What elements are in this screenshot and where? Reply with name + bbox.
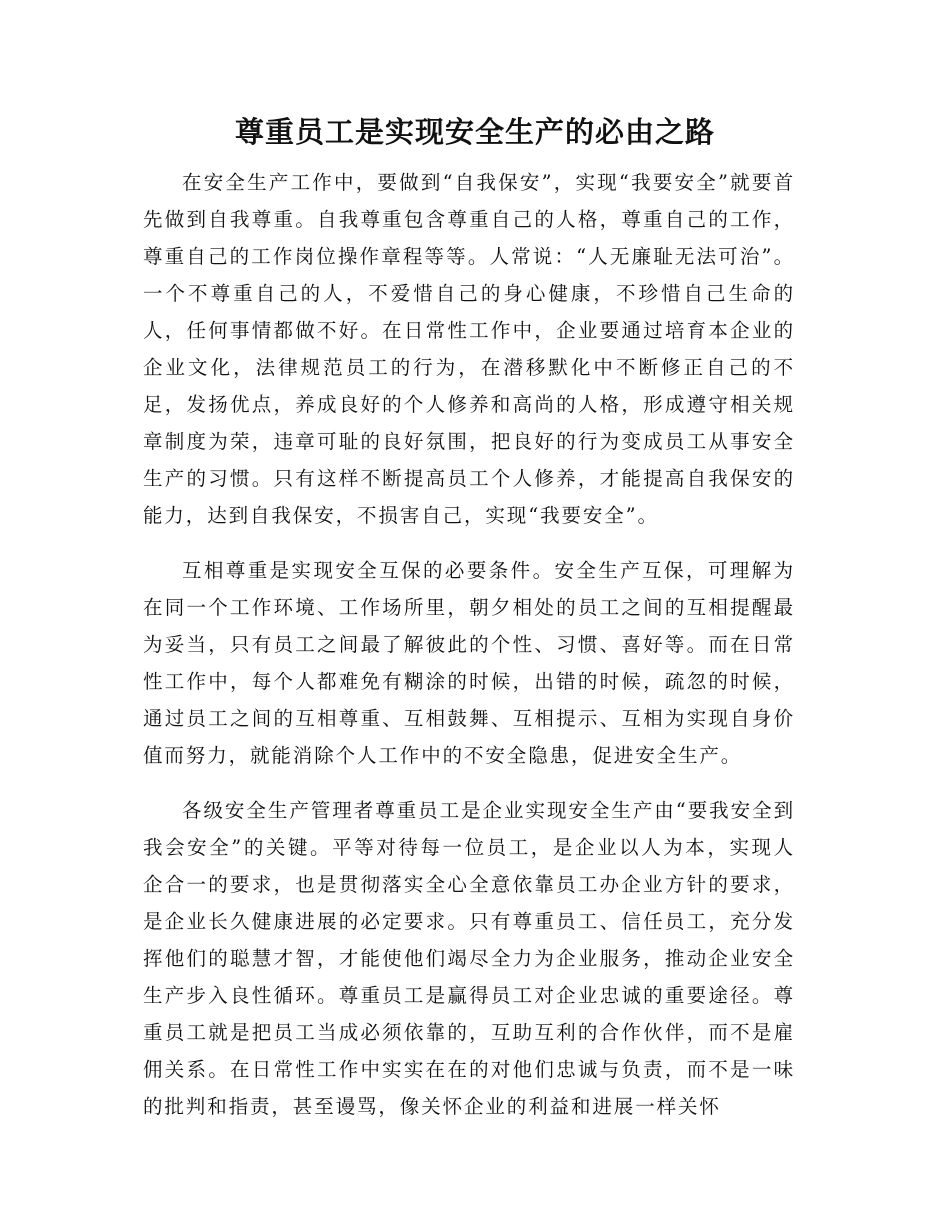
paragraph-self-respect: 在安全生产工作中，要做到“自我保安”，实现“我要安全”就要首先做到自我尊重。自我尊重包含尊重自己的人格，尊重自己的工作，尊重自己的工作岗位操作章程等等。人常说：“人无廉耻无法可治”。一个不尊重自己的人，不爱惜自己的身心健康，不珍惜自己生命的人，任何事情都做不好。在日常性工作中，企业要通过培育本企业的企业文化，法律规范员工的行为，在潜移默化中不断修正自己的不足，发扬优点，养成良好的个人修养和高尚的人格，形成遵守相关规章制度为荣，违章可耻的良好氛围，把良好的行为变成员工从事安全生产的习惯。只有这样不断提高员工个人修养，才能提高自我保安的能力，达到自我保安，不损害自己，实现“我要安全”。 xyxy=(143,171,795,527)
paragraph-managers-respect: 各级安全生产管理者尊重员工是企业实现安全生产由“要我安全到我会安全”的关键。平等对待每一位员工，是企业以人为本，实现人企合一的要求，也是贯彻落实全心全意依靠员工办企业方针的要求，是企业长久健康进展的必定要求。只有尊重员工、信任员工，充分发挥他们的聪慧才智，才能使他们竭尽全力为企业服务，推动企业安全生产步入良性循环。尊重员工是赢得员工对企业忠诚的重要途径。尊重员工就是把员工当成必须依靠的，互助互利的合作伙伴，而不是雇佣关系。在日常性工作中实实在在的对他们忠诚与负责，而不是一味的批判和指责，甚至谩骂，像关怀企业的利益和进展一样关怀 xyxy=(143,799,795,1118)
document-body xyxy=(143,164,795,1143)
paragraph-mutual-respect: 互相尊重是实现安全互保的必要条件。安全生产互保，可理解为在同一个工作环境、工作场所里，朝夕相处的员工之间的互相提醒最为妥当，只有员工之间最了解彼此的个性、习惯、喜好等。而在日常性工作中，每个人都难免有糊涂的时候，出错的时候，疏忽的时候，通过员工之间的互相尊重、互相鼓舞、互相提示、互相为实现自身价值而努力，就能消除个人工作中的不安全隐患，促进安全生产。 xyxy=(143,559,795,767)
document-title: 尊重员工是实现安全生产的必由之路 xyxy=(234,115,715,149)
